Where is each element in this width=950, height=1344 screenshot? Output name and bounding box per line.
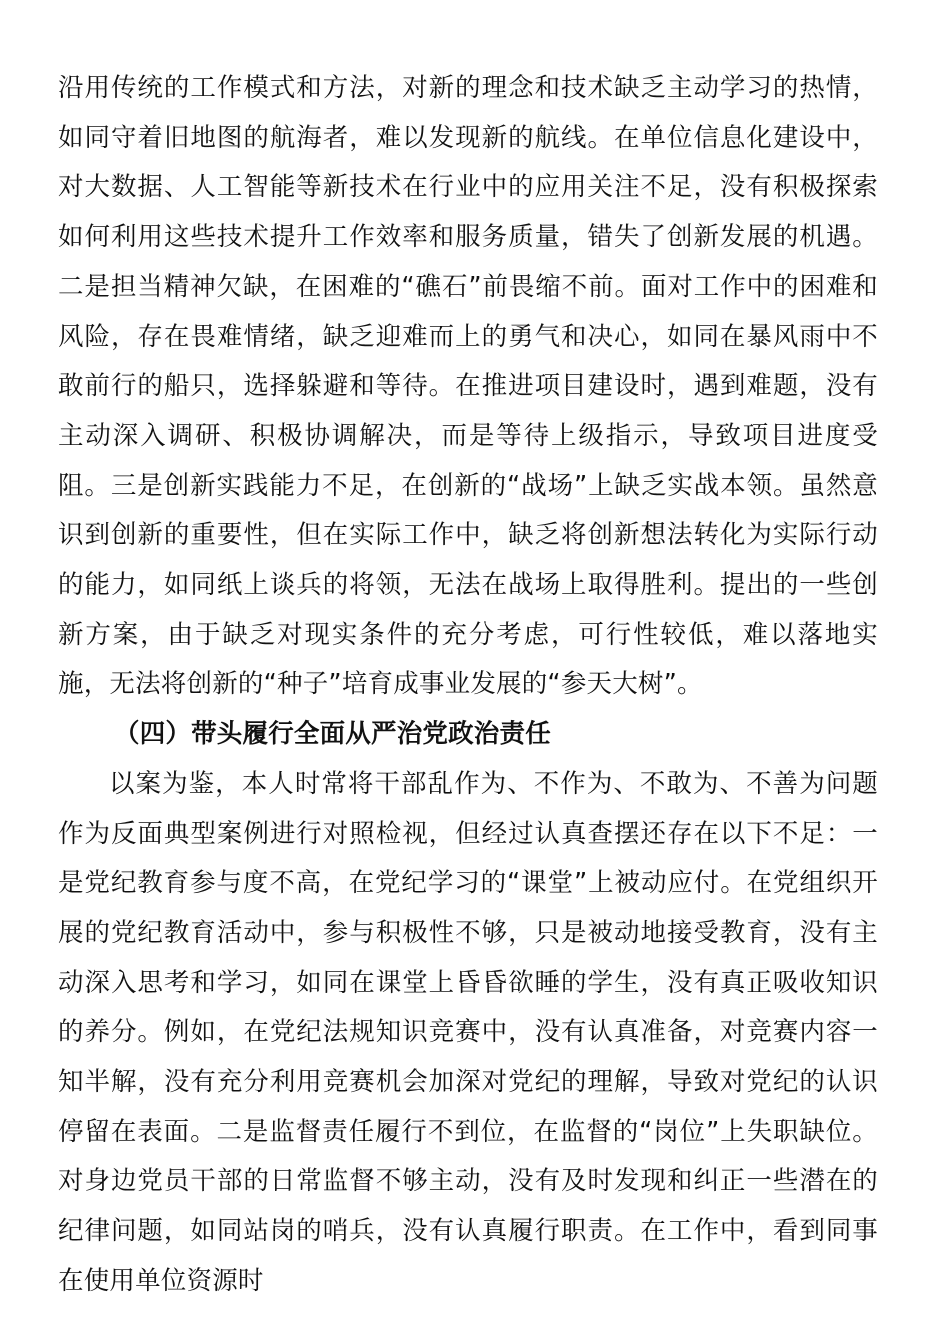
body-paragraph-continued: 沿用传统的工作模式和方法，对新的理念和技术缺乏主动学习的热情，如同守着旧地图的航海者，难以发现新的航线。在单位信息化建设中，对大数据、人工智能等新技术在行业中的应用关注不足，没有积极探索如何利用这些技术提升工作效率和服务质量，错失了创新发展的机遇。二是担当精神欠缺，在困难的“礁石”前畏缩不前。面对工作中的困难和风险，存在畏难情绪，缺乏迎难而上的勇气和决心，如同在暴风雨中不敢前行的船只，选择躲避和等待。在推进项目建设时，遇到难题，没有主动深入调研、积极协调解决，而是等待上级指示，导致项目进度受阻。三是创新实践能力不足，在创新的“战场”上缺乏实战本领。虽然意识到创新的重要性，但在实际工作中，缺乏将创新想法转化为实际行动的能力，如同纸上谈兵的将领，无法在战场上取得胜利。提出的一些创新方案，由于缺乏对现实条件的充分考虑，可行性较低，难以落地实施，无法将创新的“种子”培育成事业发展的“参天大树”。 xyxy=(58,73,878,700)
document-page xyxy=(58,64,878,1307)
section-heading: （四）带头履行全面从严治党政治责任 xyxy=(114,719,551,750)
body-paragraph: 以案为鉴，本人时常将干部乱作为、不作为、不敢为、不善为问题作为反面典型案例进行对照检视，但经过认真查摆还存在以下不足：一是党纪教育参与度不高，在党纪学习的“课堂”上被动应付。在党组织开展的党纪教育活动中，参与积极性不够，只是被动地接受教育，没有主动深入思考和学习，如同在课堂上昏昏欲睡的学生，没有真正吸收知识的养分。例如，在党纪法规知识竞赛中，没有认真准备，对竞赛内容一知半解，没有充分利用竞赛机会加深对党纪的理解，导致对党纪的认识停留在表面。二是监督责任履行不到位，在监督的“岗位”上失职缺位。对身边党员干部的日常监督不够主动，没有及时发现和纠正一些潜在的纪律问题，如同站岗的哨兵，没有认真履行职责。在工作中，看到同事在使用单位资源时 xyxy=(58,768,878,1296)
